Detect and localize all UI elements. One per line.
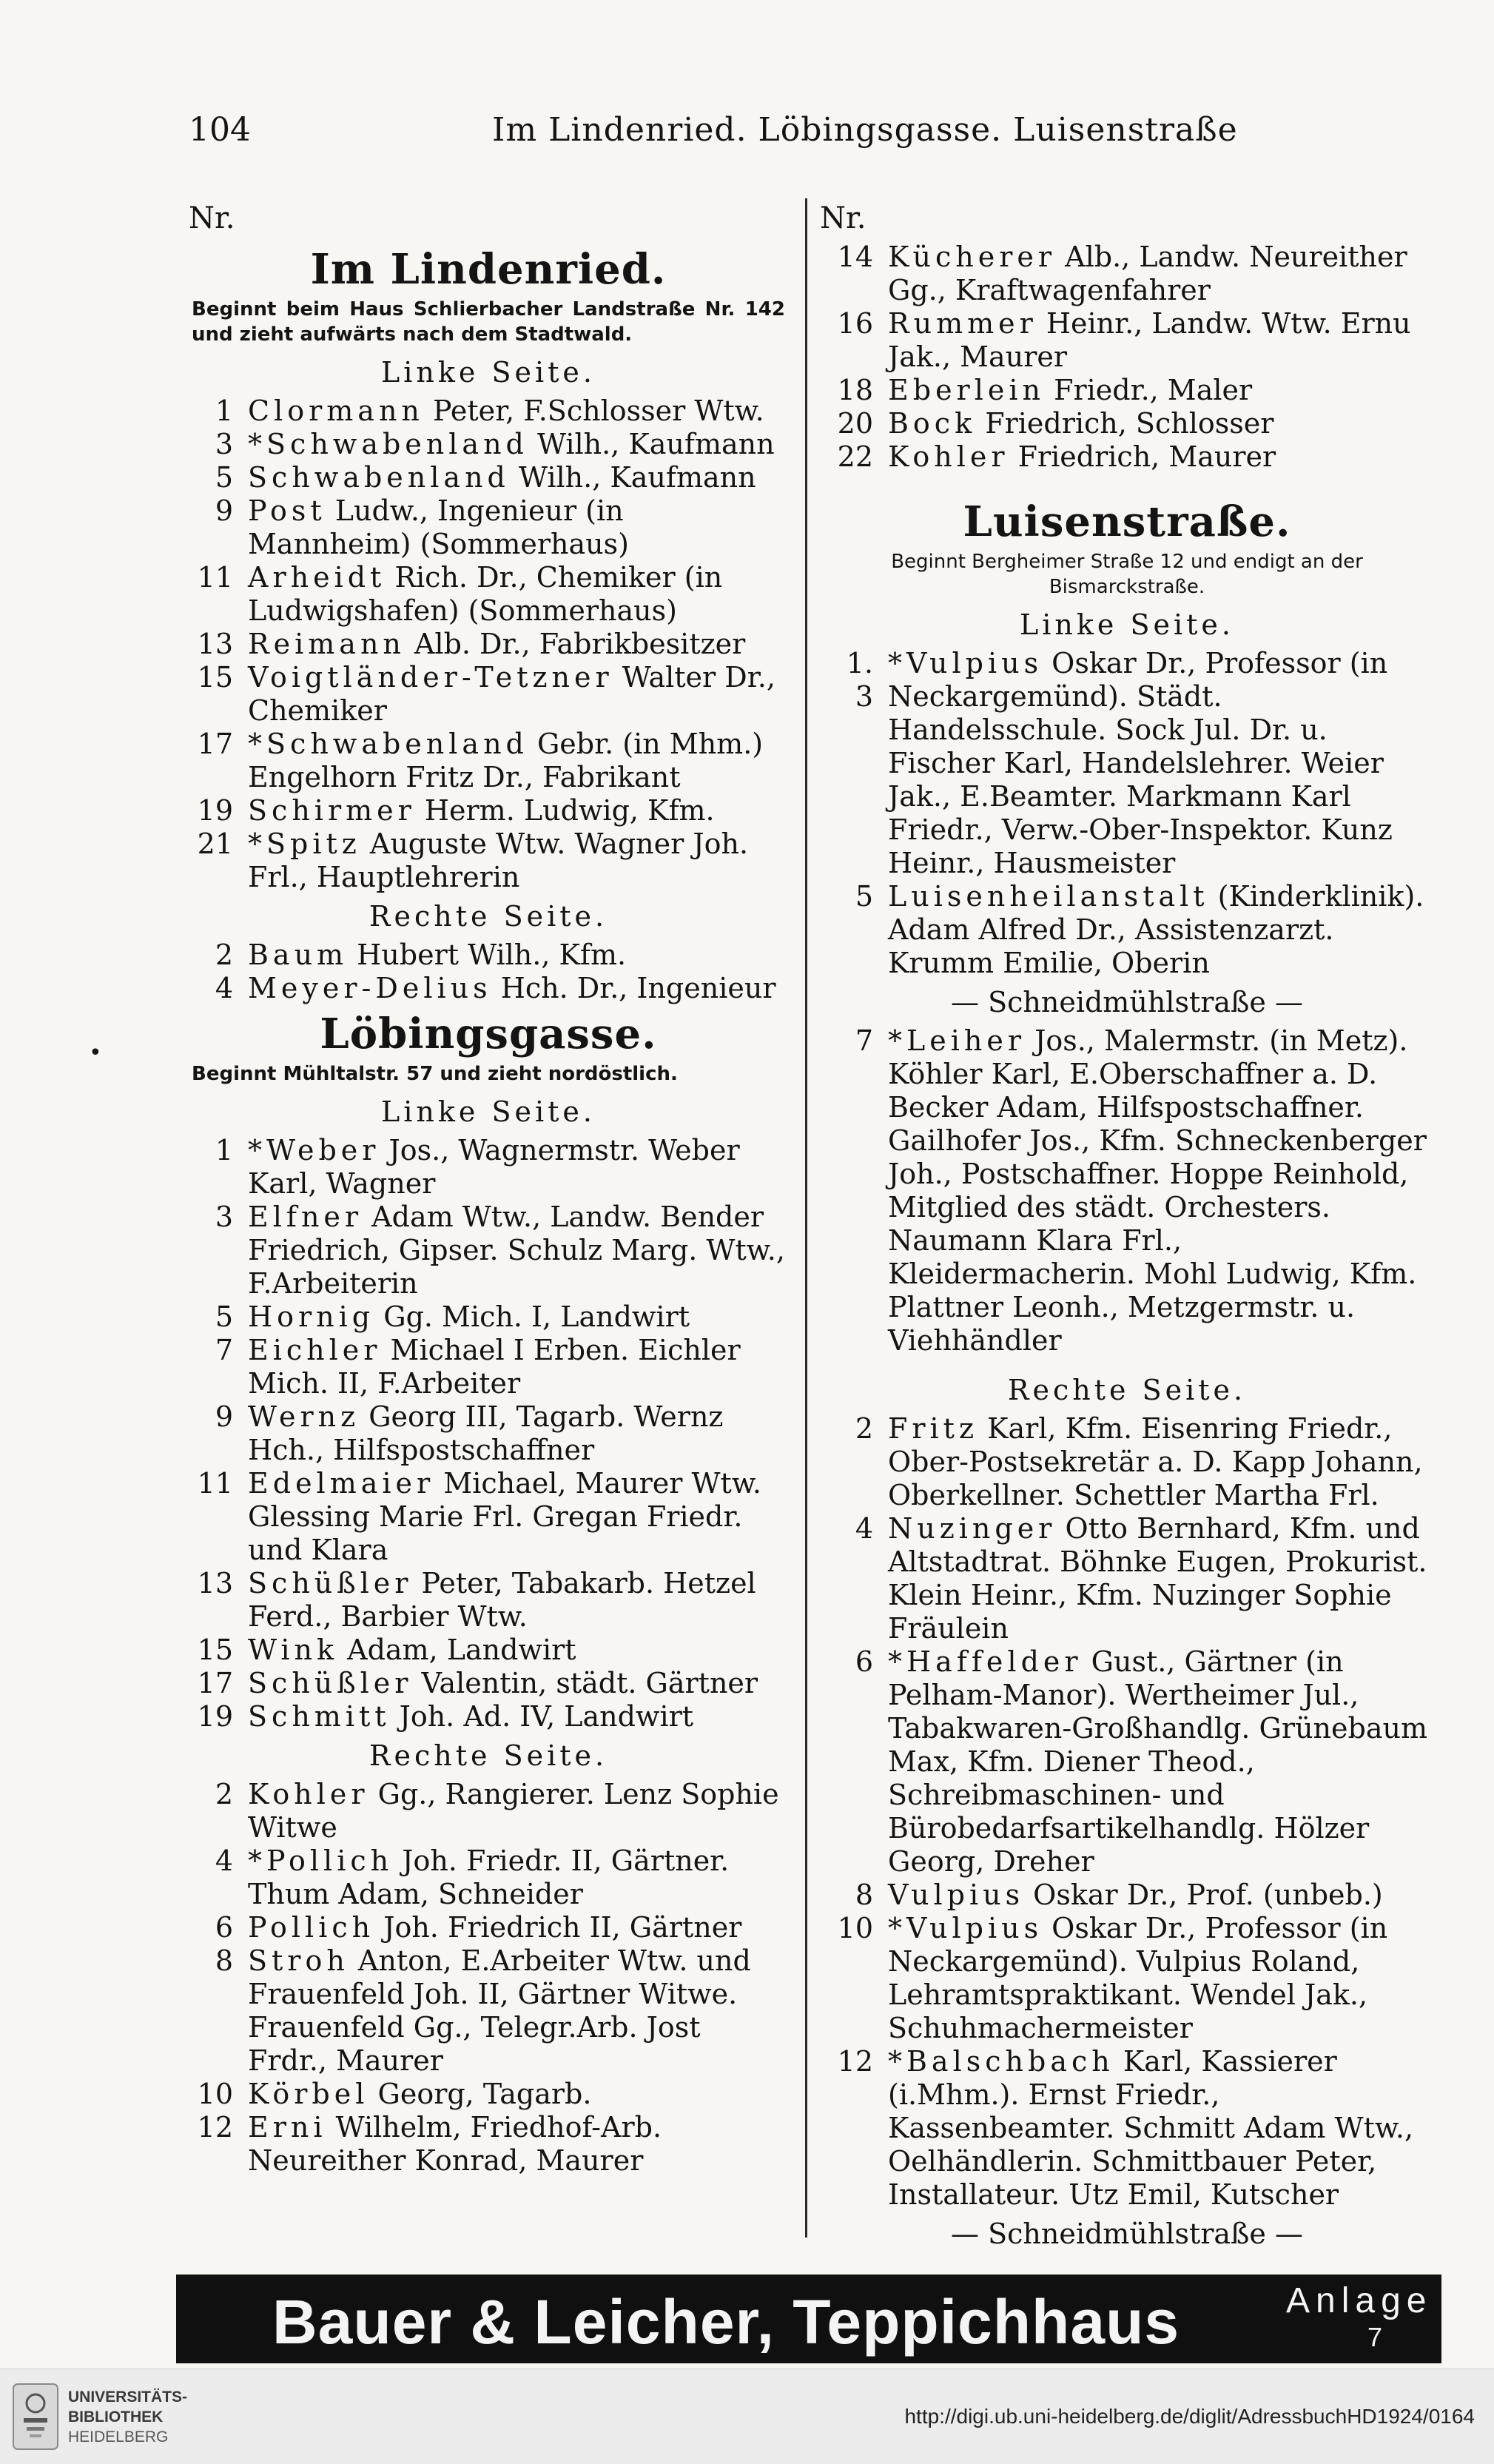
resident-name: *Vulpius [888, 647, 1043, 679]
entry-text: Adam, Landwirt [338, 1634, 576, 1666]
section-loebingsgasse [189, 1011, 788, 2178]
cross-street: — Schneidmühlstraße — [951, 2218, 1303, 2250]
house-number: 11 [197, 1467, 233, 1500]
resident-name: Baum [248, 939, 349, 971]
address-entry [820, 1879, 1434, 1912]
address-entry [820, 880, 1434, 980]
resident-name: Wernz [248, 1400, 360, 1433]
address-entry [189, 1334, 788, 1400]
side-heading-right: Rechte Seite. [1007, 1374, 1247, 1406]
resident-name: *Schwabenland [248, 728, 528, 760]
entry-text: Georg, Tagarb. [369, 2078, 592, 2110]
entry-text: Georg III, Tagarb. Wernz Hch., Hilfspostschaffner [248, 1400, 724, 1466]
entry-list [820, 647, 1434, 980]
house-number: 1 [215, 1134, 233, 1166]
entry-list [189, 1134, 788, 1733]
house-number: 15 [197, 661, 233, 694]
entry-text: Wilh., Kaufmann [528, 428, 775, 460]
entry-text: Michael I Erben. Eichler Mich. II, F.Arbeiter [248, 1334, 741, 1400]
address-entry [189, 661, 788, 728]
address-entry [820, 1412, 1434, 1512]
entry-text: Oskar Dr., Professor (in Neckargemünd). Städt. Handelsschule. Sock Jul. Dr. u. Fischer Karl, Handelslehrer. Weier Jak., E.Beamter. Markmann Karl Friedr., Verw.-Ober-Inspektor. Kunz Heinr., Hausmeister [888, 647, 1393, 879]
entry-text: Anton, E.Arbeiter Wtw. und Frauenfeld Joh. II, Gärtner Witwe. Frauenfeld Gg., Telegr.Arb. Jost Frdr., Maurer [248, 1944, 751, 2077]
entry-text: Joh. Friedr. II, Gärtner. Thum Adam, Schneider [248, 1844, 730, 1910]
house-number: 21 [197, 828, 233, 860]
resident-name: Clormann [248, 395, 424, 427]
house-number: 4 [215, 1844, 233, 1877]
cross-street: — Schneidmühlstraße — [951, 986, 1303, 1018]
resident-name: Luisenheilanstalt [888, 880, 1209, 913]
house-number: 5 [215, 461, 233, 494]
entry-text: Oskar Dr., Professor (in Neckargemünd). Vulpius Roland, Lehramtspraktikant. Wendel Jak., Schuhmachermeister [888, 1912, 1388, 2044]
address-entry [189, 1567, 788, 1634]
side-heading-right: Rechte Seite. [369, 1739, 608, 1772]
address-entry [189, 1944, 788, 2078]
address-entry [189, 1400, 788, 1467]
resident-name: Pollich [248, 1911, 375, 1944]
address-entry [189, 1667, 788, 1700]
house-number: 14 [837, 241, 873, 273]
house-number: 3 [215, 428, 233, 460]
address-entry [189, 728, 788, 794]
address-entry [189, 395, 788, 428]
entry-text: Gebr. (in Mhm.) Engelhorn Fritz Dr., Fabrikant [248, 728, 764, 793]
nr-label: Nr. [820, 201, 867, 235]
resident-name: Schüßler [248, 1667, 413, 1699]
entry-text: Friedr., Maler [1045, 374, 1253, 406]
entry-text: Wilhelm, Friedhof-Arb. Neureither Konrad, Maurer [248, 2111, 662, 2177]
entry-text: Alb. Dr., Fabrikbesitzer [405, 628, 746, 660]
address-entry [820, 2045, 1434, 2212]
house-number: 20 [837, 407, 873, 440]
nr-label: Nr. [189, 201, 235, 235]
address-entry [820, 307, 1434, 374]
address-entry [189, 1844, 788, 1911]
resident-name: Rummer [888, 307, 1037, 340]
resident-name: Nuzinger [888, 1512, 1057, 1545]
house-number: 5 [855, 880, 873, 913]
resident-name: Stroh [248, 1944, 349, 1977]
address-entry [189, 2078, 788, 2111]
entry-text: Herm. Ludwig, Kfm. [415, 794, 715, 827]
spacer [820, 1357, 1434, 1368]
resident-name: Fritz [888, 1412, 978, 1445]
section-luisenstrasse [820, 499, 1434, 2252]
address-entry [189, 972, 788, 1005]
address-entry [189, 1134, 788, 1201]
address-entry [189, 428, 788, 461]
entry-text: Valentin, städt. Gärtner [412, 1667, 758, 1699]
address-entry [820, 440, 1434, 474]
section-description: Beginnt Mühltalstr. 57 und zieht nordöstlich. [192, 1063, 678, 1085]
address-entry [189, 461, 788, 494]
house-number: 15 [197, 1634, 233, 1666]
house-number: 3 [215, 1201, 233, 1233]
entry-text: Rich. Dr., Chemiker (in Ludwigshafen) (Sommerhaus) [248, 561, 723, 627]
entry-text: Adam Wtw., Landw. Bender Friedrich, Gipser. Schulz Marg. Wtw., F.Arbeiterin [248, 1201, 785, 1300]
side-heading-left: Linke Seite. [381, 356, 596, 389]
house-number: 7 [215, 1334, 233, 1366]
resident-name: *Schwabenland [248, 428, 528, 460]
house-number: 11 [197, 561, 233, 594]
margin-dot: • [89, 1040, 102, 1066]
entry-text: Friedrich, Maurer [1009, 440, 1276, 473]
advertisement-banner [176, 2275, 1441, 2363]
right-column [820, 196, 1434, 2256]
resident-name: *Pollich [248, 1844, 394, 1877]
entry-list [189, 1778, 788, 2178]
house-number: 13 [197, 1567, 233, 1599]
address-entry [189, 1634, 788, 1667]
resident-name: Hornig [248, 1300, 375, 1333]
house-number: 6 [215, 1911, 233, 1944]
entry-text: Gg., Rangierer. Lenz Sophie Witwe [248, 1778, 779, 1844]
address-entry [189, 794, 788, 828]
digitization-footer [0, 2369, 1494, 2464]
entry-text: Hubert Wilh., Kfm. [348, 939, 627, 971]
resident-name: Post [248, 494, 326, 527]
section-description: Beginnt Bergheimer Straße 12 und endigt an der Bismarckstraße. [891, 551, 1363, 598]
entry-list [189, 939, 788, 1005]
entry-list [189, 395, 788, 894]
resident-name: Voigtländer-Tetzner [248, 661, 613, 694]
spacer [820, 474, 1434, 493]
house-number: 1. 3 [846, 647, 873, 713]
house-number: 9 [215, 1400, 233, 1433]
resident-name: Reimann [248, 628, 406, 660]
entry-text: Peter, F.Schlosser Wtw. [423, 395, 764, 427]
left-column [189, 196, 788, 2178]
house-number: 1 [215, 395, 233, 427]
house-number: 19 [197, 794, 233, 827]
resident-name: Eberlein [888, 374, 1045, 406]
house-number: 18 [837, 374, 873, 406]
entry-text: Ludw., Ingenieur (in Mannheim) (Sommerhaus) [248, 494, 629, 560]
entry-text: Wilh., Kaufmann [509, 461, 756, 494]
resident-name: Schirmer [248, 794, 416, 827]
library-line: BIBLIOTHEK [68, 2408, 164, 2426]
entry-text: Gust., Gärtner (in Pelham-Manor). Wertheimer Jul., Tabakwaren-Großhandlg. Grünebaum Max, Kfm. Diener Theod., Schreibmaschinen- und Bürobedarfsartikelhandlg. Hölzer Georg, Dreher [888, 1645, 1427, 1878]
resident-name: *Weber [248, 1134, 380, 1166]
house-number: 8 [855, 1879, 873, 1911]
address-entry [189, 939, 788, 972]
resident-name: Kücherer [888, 241, 1057, 273]
entry-text: Gg. Mich. I, Landwirt [374, 1300, 690, 1333]
side-heading-left: Linke Seite. [1020, 608, 1234, 641]
address-entry [820, 1024, 1434, 1357]
entry-text: Alb., Landw. Neureither Gg., Kraftwagenfahrer [888, 241, 1407, 306]
house-number: 17 [197, 728, 233, 760]
resident-name: *Vulpius [888, 1912, 1043, 1944]
resident-name: Vulpius [888, 1879, 1025, 1911]
house-number: 16 [837, 307, 873, 340]
address-entry [189, 1201, 788, 1300]
address-entry [820, 407, 1434, 440]
address-entry [189, 1778, 788, 1844]
house-number: 5 [215, 1300, 233, 1333]
entry-text: Jos., Malermstr. (in Metz). Köhler Karl, E.Oberschaffner a. D. Becker Adam, Hilfspostschaffner. Gailhofer Jos., Kfm. Schneckenberger Joh., Postschaffner. Hoppe Reinhold, Mitglied des städt. Orchesters. Naumann Klara Frl., Kleidermacherin. Mohl Ludwig, Kfm. Plattner Leonh., Metzgermstr. u. Viehhändler [888, 1024, 1427, 1357]
advertisement-number: 7 [1367, 2322, 1383, 2352]
running-title: Im Lindenried. Löbingsgasse. Luisenstraße [492, 111, 1238, 149]
address-entry [189, 1911, 788, 1944]
address-entry [189, 494, 788, 561]
house-number: 10 [197, 2078, 233, 2110]
resident-name: Schwabenland [248, 461, 510, 494]
address-entry [820, 241, 1434, 307]
section-title: Im Lindenried. [310, 245, 667, 294]
address-entry [820, 374, 1434, 407]
entry-text: Joh. Ad. IV, Landwirt [390, 1700, 694, 1733]
resident-name: *Balschbach [888, 2045, 1114, 2078]
resident-name: Wink [248, 1634, 339, 1666]
entry-text: Hch. Dr., Ingenieur [491, 972, 776, 1004]
entry-list [820, 1412, 1434, 2212]
house-number: 12 [197, 2111, 233, 2144]
resident-name: Meyer-Delius [248, 972, 492, 1004]
address-entry [820, 1912, 1434, 2045]
entry-text: Joh. Friedrich II, Gärtner [374, 1911, 742, 1944]
entry-text: (Kinderklinik). Adam Alfred Dr., Assistenzarzt. Krumm Emilie, Oberin [888, 880, 1424, 979]
address-entry [820, 1512, 1434, 1645]
house-number: 8 [215, 1944, 233, 1977]
resident-name: *Haffelder [888, 1645, 1083, 1678]
source-url-link[interactable]: http://digi.ub.uni-heidelberg.de/diglit/AdressbuchHD1924/0164 [904, 2405, 1475, 2428]
advertisement-text: Bauer & Leicher, Teppichhaus [272, 2287, 1180, 2357]
resident-name: Schüßler [248, 1567, 413, 1599]
address-entry [189, 1300, 788, 1334]
house-number: 9 [215, 494, 233, 527]
resident-name: Elfner [248, 1201, 363, 1233]
address-entry [189, 828, 788, 894]
resident-name: Erni [248, 2111, 327, 2144]
section-title: Luisenstraße. [963, 497, 1291, 546]
address-entry [189, 2111, 788, 2178]
side-heading-right: Rechte Seite. [369, 900, 608, 933]
resident-name: Kohler [248, 1778, 369, 1810]
section-title: Löbingsgasse. [320, 1010, 657, 1058]
address-entry [820, 647, 1434, 880]
house-number: 6 [855, 1645, 873, 1678]
house-number: 13 [197, 628, 233, 660]
house-number: 17 [197, 1667, 233, 1699]
entry-text: Walter Dr., Chemiker [248, 661, 775, 727]
house-number: 2 [855, 1412, 873, 1445]
entry-text: Otto Bernhard, Kfm. und Altstadtrat. Böhnke Eugen, Prokurist. Klein Heinr., Kfm. Nuzinger Sophie Fräulein [888, 1512, 1427, 1645]
running-head [189, 111, 1447, 155]
entry-text: Friedrich, Schlosser [976, 407, 1274, 440]
address-entry [189, 628, 788, 661]
column-divider [805, 198, 807, 2238]
house-number: 7 [855, 1024, 873, 1057]
page-number: 104 [189, 111, 251, 149]
resident-name: *Leiher [888, 1024, 1026, 1057]
address-entry [189, 1467, 788, 1567]
entry-text: Heinr., Landw. Wtw. Ernu Jak., Maurer [888, 307, 1411, 373]
resident-name: Kohler [888, 440, 1009, 473]
continued-entry-list [820, 241, 1434, 474]
entry-text: Peter, Tabakarb. Hetzel Ferd., Barbier Wtw. [248, 1567, 756, 1633]
house-number: 2 [215, 1778, 233, 1810]
library-name [68, 2387, 187, 2447]
resident-name: Bock [888, 407, 977, 440]
university-seal-icon [10, 2381, 61, 2452]
address-entry [189, 1700, 788, 1733]
house-number: 2 [215, 939, 233, 971]
advertisement-address: Anlage [1286, 2281, 1433, 2320]
entry-text: Oskar Dr., Prof. (unbeb.) [1024, 1879, 1383, 1911]
library-line: HEIDELBERG [68, 2428, 169, 2445]
house-number: 4 [855, 1512, 873, 1545]
resident-name: Körbel [248, 2078, 369, 2110]
house-number: 12 [837, 2045, 873, 2078]
house-number: 4 [215, 972, 233, 1004]
entry-list [820, 1024, 1434, 1357]
entry-text: Karl, Kassierer (i.Mhm.). Ernst Friedr., Kassenbeamter. Schmitt Adam Wtw., Oelhändlerin. Schmittbauer Peter, Installateur. Utz Emil, Kutscher [888, 2045, 1414, 2211]
entry-text: Karl, Kfm. Eisenring Friedr., Ober-Postsekretär a. D. Kapp Johann, Oberkellner. Schettler Martha Frl. [888, 1412, 1423, 1511]
resident-name: *Spitz [248, 828, 361, 860]
house-number: 19 [197, 1700, 233, 1733]
side-heading-left: Linke Seite. [381, 1095, 596, 1128]
entry-text: Michael, Maurer Wtw. Glessing Marie Frl. Gregan Friedr. und Klara [248, 1467, 761, 1566]
house-number: 22 [837, 440, 873, 473]
resident-name: Edelmaier [248, 1467, 435, 1500]
library-line: UNIVERSITÄTS- [68, 2389, 188, 2406]
section-description: Beginnt beim Haus Schlierbacher Landstraße Nr. 142 und zieht aufwärts nach dem Stadtwald. [192, 298, 785, 346]
address-entry [820, 1645, 1434, 1879]
house-number: 10 [837, 1912, 873, 1944]
entry-text: Jos., Wagnermstr. Weber Karl, Wagner [248, 1134, 740, 1200]
resident-name: Schmitt [248, 1700, 391, 1733]
resident-name: Eichler [248, 1334, 382, 1366]
entry-text: Auguste Wtw. Wagner Joh. Frl., Hauptlehrerin [248, 828, 749, 893]
address-entry [189, 561, 788, 628]
resident-name: Arheidt [248, 561, 386, 594]
section-im-lindenried [189, 246, 788, 1005]
